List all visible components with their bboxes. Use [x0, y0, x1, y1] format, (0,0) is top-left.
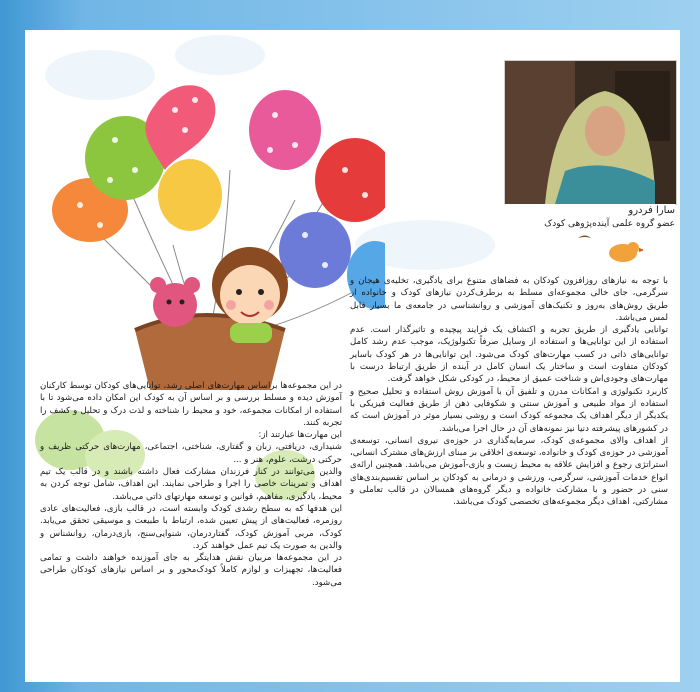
article-left-column — [40, 380, 342, 680]
balloon-blue — [279, 212, 351, 288]
paragraph: این مهارت‌ها عبارتند از: — [258, 430, 342, 441]
paragraph: از اهداف والای مجموعه‌ی کودک، سرمایه‌گذاری در حوزه‌ی نیروی انسانی، توسعه‌ی آموزشی در حوزه‌ی کودک و خانواده، توسعه‌ی اخلاقی بر مبنای ارزش‌های مشترک انسانی، استراتژی رجوع و افزایش علاقه به محیط زیست و بازی-آموزش می‌باشد. همچنین ارائه‌ی انواع خدمات آموزشی، سرگرمی، ورزشی و درمانی به کودکان بر اساس تقسیم‌بندی‌های سنی در حضور و با مشارکت خانواده و دیگر گروه‌های همسالان در قالب تعاملی و مشارکتی، اهداف دیگر مجموعه‌های تخصصی کودک می‌باشد. — [350, 435, 668, 508]
paragraph: توانایی یادگیری از طریق تجربه و اکتشاف یک فرایند پیچیده و تاثیرگذار است. عدم استفاده از این توانایی‌ها و استفاده از وسایل صرفاً تکنولوژیک، موجب عدم رشد کامل توانایی‌های ذاتی در کسب مهارت‌های کودک می‌شود. این توانایی‌ها در هر کودک باسایر کودکان متفاوت است و ساختار یک انسان کامل در آینده از طریق ارتباط درست با مهارت‌های وجودی‌اش و شناخت عمیق از محیط، در کودکی شکل خواهد گرفت. — [350, 325, 668, 385]
magazine-page — [25, 30, 680, 682]
child-shirt — [230, 323, 272, 343]
author-name: سارا فردرو — [628, 205, 675, 216]
paragraph: کاربرد تکنولوژی و امکانات مدرن و تلفیق آن با آموزش روش استفاده و تحلیل صحیح و استفاده از مواد طبیعی و آموزش سنتی و شکوفایی ذهن از طریق فعالیت فیزیکی با یکدیگر از دیگر اهداف یک مجموعه کودک است و روشی بسیار موثر در آموزش است که در کشورهای پیشرفته دنیا نیز نمونه‌های آن در حال اجرا می‌باشد. — [350, 386, 668, 434]
balloon-pink — [249, 90, 321, 170]
paragraph: شنیداری، دریافتی، زبان و گفتاری، شناختی، اجتماعی، مهارت‌های حرکتی ظریف و حرکتی درشت، علوم، هنر و ... — [40, 442, 342, 465]
balloon-yellow — [158, 159, 222, 231]
balloon-red — [315, 138, 385, 222]
author-role: عضو گروه علمی آینده‌پژوهی کودک — [544, 219, 675, 229]
article-right-column — [350, 275, 668, 680]
paragraph: در این مجموعه‌ها مربیان نقش هدایتگر به جای آموزنده خواهند داشت و تمامی فعالیت‌ها، تجهیزات و لوازم کاملاً کودک‌محور و بر اساس نیازهای کودکان طراحی می‌شود. — [40, 553, 342, 588]
paragraph: این هدفها که به سطح رشدی کودک وابسته است، در قالب بازی، فعالیت‌های عادی روزمره، فعالیت‌های از پیش تعیین شده، ارتباط با طبیعت و موسیقی تحقق می‌یابد. کودک، مربی آموزش کودک، گفتاردرمان، شنوایی‌سنج، بازی‌درمان، روانشناس و والدین به صورت یک تیم عمل خواهند کرد. — [40, 503, 342, 551]
bird-icon — [573, 228, 643, 268]
balloon-illustration — [25, 30, 385, 390]
author-photo — [504, 60, 677, 205]
paragraph: والدین می‌توانند در کنار فرزندان مشارکت فعال داشته باشند و در قالب یک تیم اهداف و تمرینات خاصی را اجرا و طراحی نمایند. این اهداف، شامل توجه کردن به محیط، یادگیری، مفاهیم، قوانین و توسعه مهارتهای ذاتی می‌باشد. — [40, 467, 342, 502]
paragraph: با توجه به نیازهای روزافزون کودکان به فضاهای متنوع برای یادگیری، تخلیه‌ی هیجان و سرگرمی، جای خالی مجموعه‌ای مسلط به برطرف‌کردن نیازهای کودک و خانواده از طریق روش‌های به‌روز و تکنیک‌های آموزشی و روانشناسی در جامعه‌ی ما بسیار قابل لمس می‌باشد. — [350, 276, 668, 323]
paragraph: در این مجموعه‌ها براساس مهارت‌های اصلی رشد، توانایی‌های کودکان توسط کارکنان آموزش دیده و مسلط بررسی و بر اساس آن به کودک این امکان داده می‌شود تا با استفاده از امکانات مجموعه، خود و محیط را شناخته و لذت درک و تحلیل و کشف را تجربه کنند. — [40, 381, 342, 428]
